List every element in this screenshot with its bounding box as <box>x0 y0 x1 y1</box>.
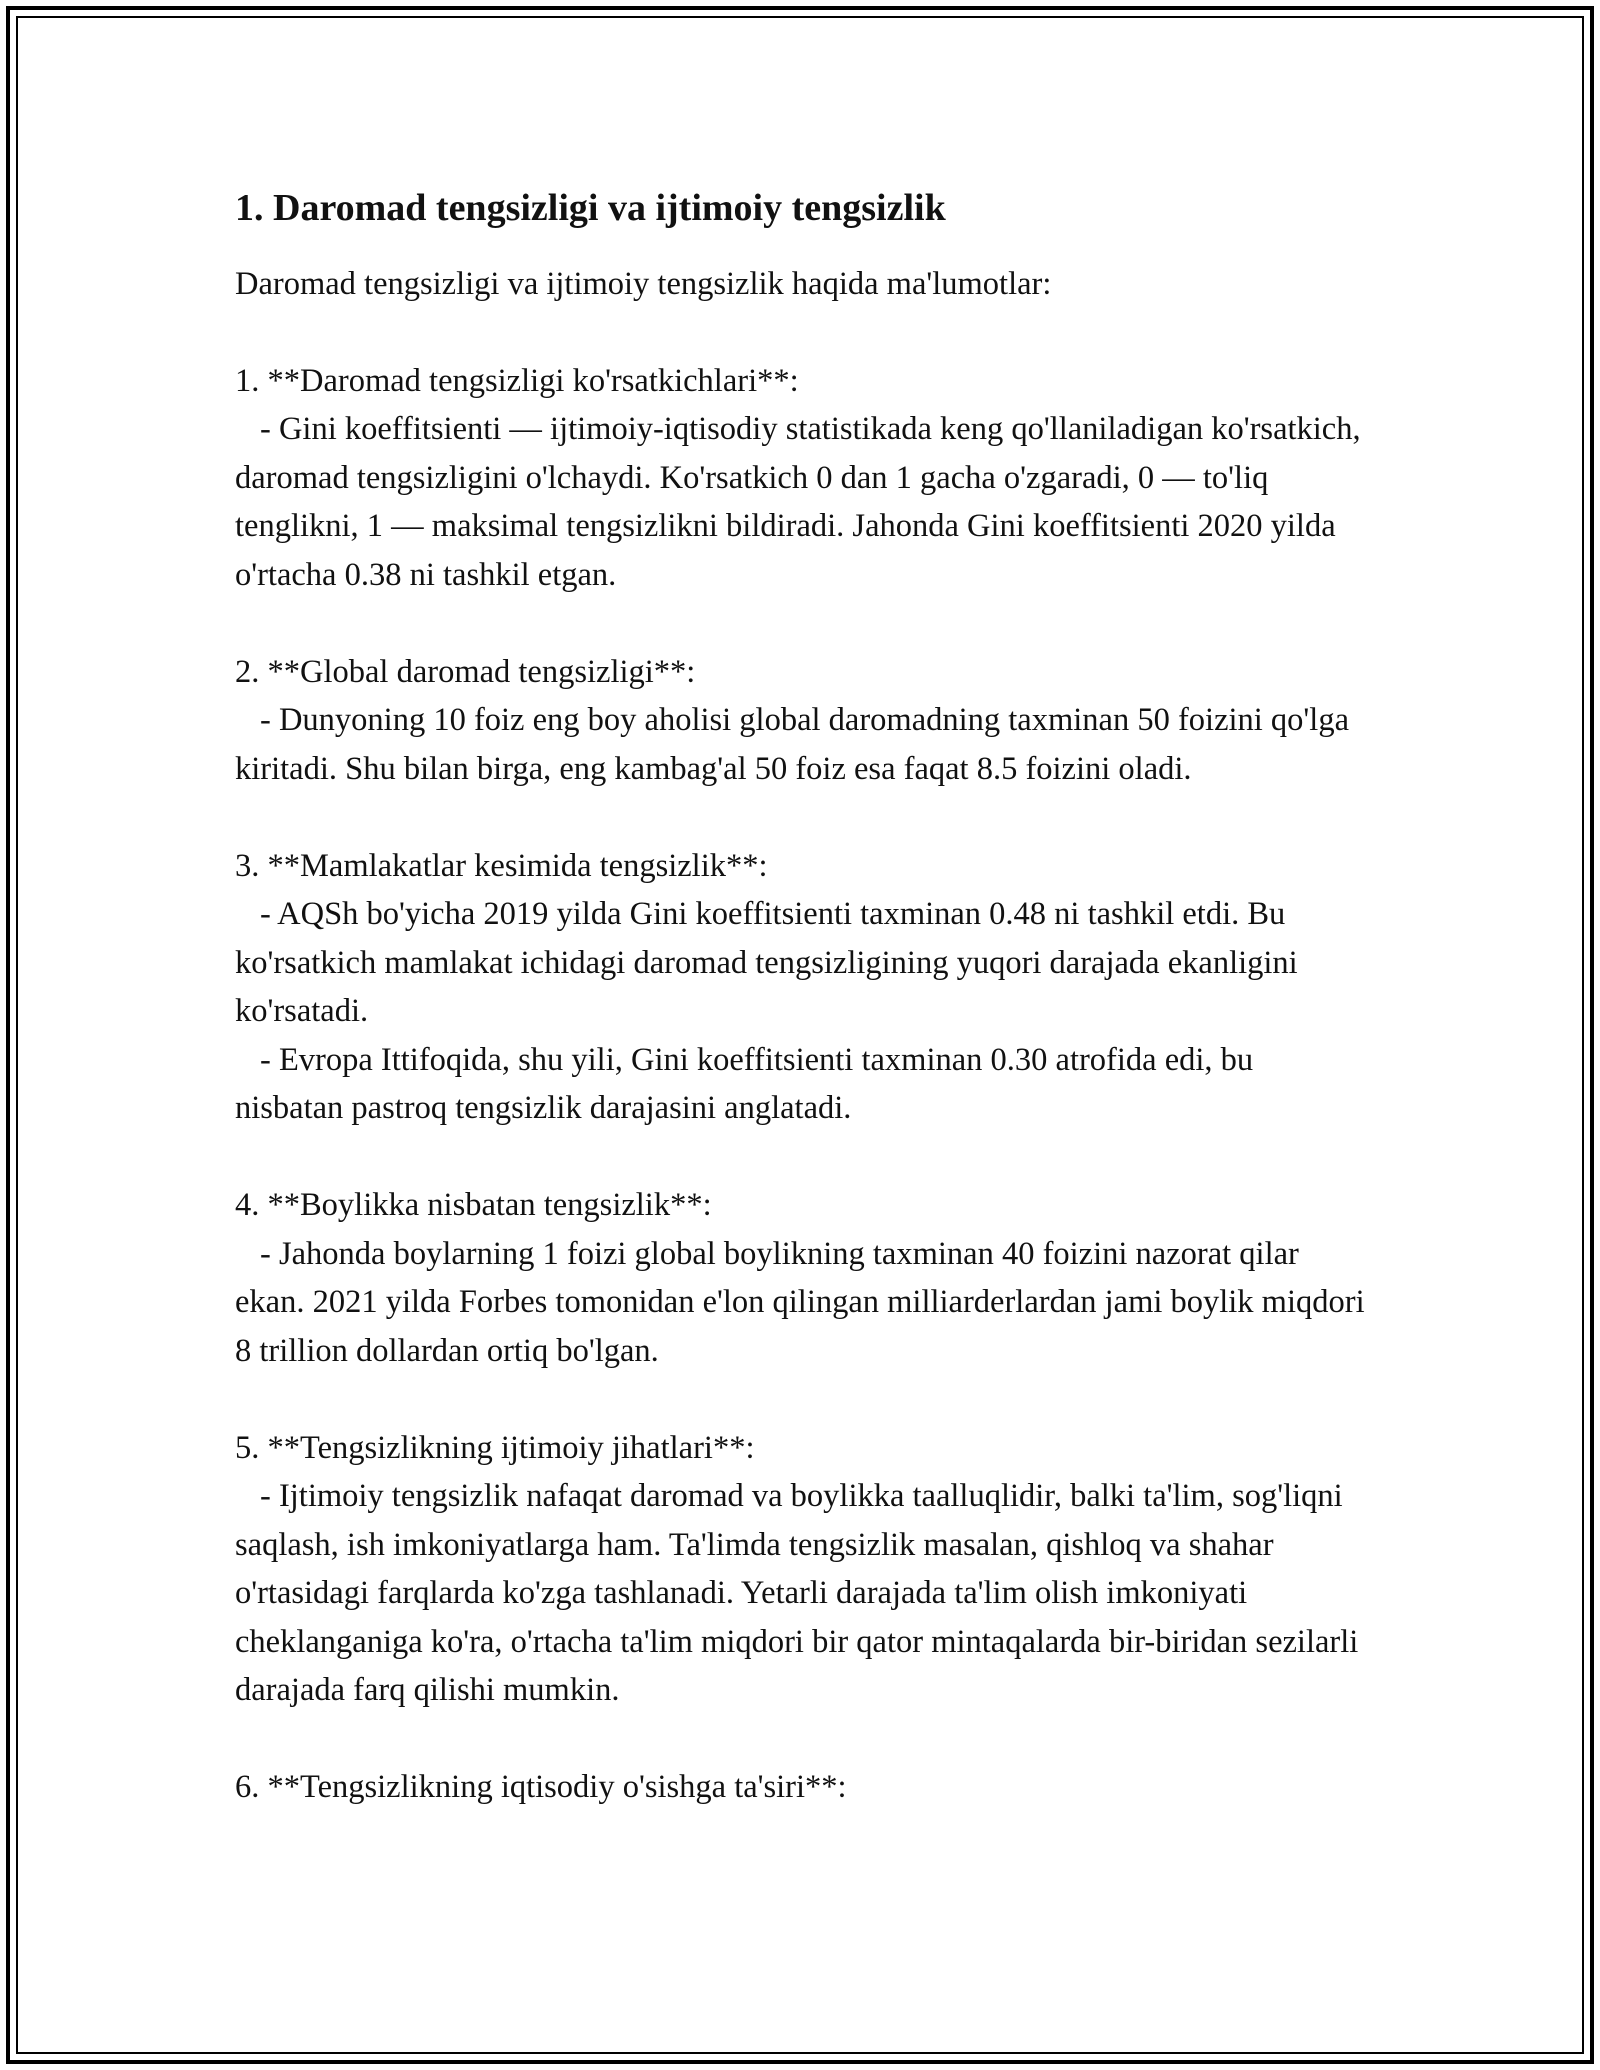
section-title: 2. **Global daromad tengsizligi**: <box>235 653 696 690</box>
bullet-item <box>235 1472 1365 1715</box>
bullet-text: - Evropa Ittifoqida, shu yili, Gini koeffitsienti taxminan 0.30 atrofida edi, bu nisbatan pastroq tengsizlik darajasini anglatadi. <box>235 1041 1254 1127</box>
section-3 <box>235 842 1365 1133</box>
bullet-text: - Ijtimoiy tengsizlik nafaqat daromad va boylikka taalluqlidir, balki ta'lim, sog'liqni saqlash, ish imkoniyatlarga ham. Ta'limda tengsizlik masalan, qishloq va shahar o'rtasidagi farqlarda ko'zga tashlanadi. Yetarli darajada ta'lim olish imkoniyati cheklanganiga ko'ra, o'rtacha ta'lim miqdori bir qator mintaqalarda bir-biridan sezilarli darajada farq qilishi mumkin. <box>235 1478 1359 1709</box>
intro-paragraph: Daromad tengsizligi va ijtimoiy tengsizlik haqida ma'lumotlar: <box>235 265 1052 302</box>
bullet-text: - Gini koeffitsienti — ijtimoiy-iqtisodiy statistikada keng qo'llaniladigan ko'rsatkich, daromad tengsizligini o'lchaydi. Ko'rsatkich 0 dan 1 gacha o'zgaradi, 0 — to'liq tenglikni, 1 — maksimal tengsizlikni bildiradi. Jahonda Gini koeffitsienti 2020 yilda o'rtacha 0.38 ni tashkil etgan. <box>235 411 1361 593</box>
bullet-text: - AQSh bo'yicha 2019 yilda Gini koeffitsienti taxminan 0.48 ni tashkil etdi. Bu ko'rsatkich mamlakat ichidagi daromad tengsizligining yuqori darajada ekanligini ko'rsatadi. <box>235 896 1298 1030</box>
bullet-text: - Dunyoning 10 foiz eng boy aholisi global daromadning taxminan 50 foizini qo'lga kiritadi. Shu bilan birga, eng kambag'al 50 foiz esa faqat 8.5 foizini oladi. <box>235 702 1349 787</box>
bullet-text: - Jahonda boylarning 1 foizi global boylikning taxminan 40 foizini nazorat qilar ekan. 2021 yilda Forbes tomonidan e'lon qilingan milliarderlardan jami boylik miqdori 8 trillion dollardan ortiq bo'lgan. <box>235 1235 1365 1369</box>
section-4 <box>235 1181 1365 1375</box>
bullet-item <box>235 890 1365 1036</box>
section-title: 1. **Daromad tengsizligi ko'rsatkichlari**: <box>235 362 799 399</box>
section-title: 5. **Tengsizlikning ijtimoiy jihatlari**: <box>235 1429 755 1466</box>
section-title: 6. **Tengsizlikning iqtisodiy o'sishga ta'siri**: <box>235 1769 847 1806</box>
section-5 <box>235 1424 1365 1715</box>
section-title: 4. **Boylikka nisbatan tengsizlik**: <box>235 1187 712 1224</box>
bullet-item <box>235 1230 1365 1376</box>
bullet-item <box>235 405 1365 599</box>
section-6 <box>235 1763 1365 1812</box>
section-title: 3. **Mamlakatlar kesimida tengsizlik**: <box>235 847 768 884</box>
section-1 <box>235 357 1365 600</box>
bullet-item <box>235 1036 1365 1133</box>
document-heading: 1. Daromad tengsizligi va ijtimoiy tengsizlik <box>235 187 946 229</box>
document-body <box>235 186 1365 1860</box>
section-2 <box>235 648 1365 794</box>
bullet-item <box>235 696 1365 793</box>
